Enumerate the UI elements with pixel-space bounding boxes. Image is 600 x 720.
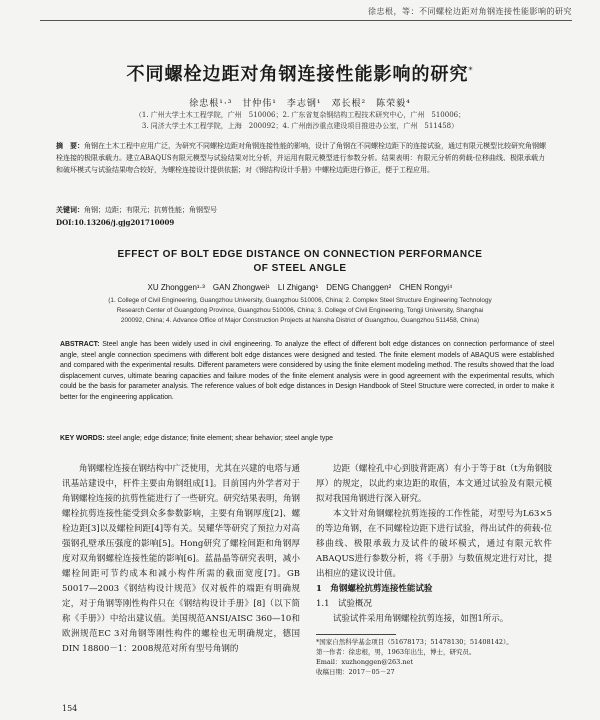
- body-column-left: [62, 462, 300, 657]
- running-header: 徐忠根，等：不同螺栓边距对角钢连接性能影响的研究: [368, 7, 572, 16]
- en-keywords: [60, 435, 554, 442]
- cn-affiliation-line: 3. 同济大学土木工程学院，上海 200092；4. 广州南沙重点建设项目推进办公室，广州 511458）: [141, 122, 459, 130]
- cn-authors: 徐忠根¹·³ 甘仲伟¹ 李志钢¹ 邓长根² 陈荣毅⁴: [189, 99, 411, 109]
- en-affiliation-line: (1. College of Civil Engineering, Guangzhou University, Guangzhou 510006, China; 2. Complex Steel Structure Engineering Technology: [108, 297, 492, 304]
- cn-title-text: 不同螺栓边距对角钢连接性能影响的研究: [126, 64, 469, 85]
- en-authors: XU Zhonggen¹·³ GAN Zhongwei¹ LI Zhigang¹ DENG Changgen² CHEN Rongyi⁴: [147, 283, 453, 292]
- body-paragraph: 本文针对角钢螺栓抗剪连接的工作性能，对型号为L63×5的等边角钢，在不同螺栓边距下进行试验，得出试件的荷载-位移曲线、极限承载力及试件的破坏模式，通过有限元软件ABAQUS进行参数分析，将《手册》与数值规定进行对比，提出相应的建议设计值。: [316, 509, 552, 579]
- footnote-line: *国家自然科学基金项目（51678173；51478130；51408142）。: [316, 638, 513, 646]
- en-abstract-text: Steel angle has been widely used in civil engineering. To analyze the effect of different bolt edge distances on connection performance of steel angle, steel angle connection specimens with different bolt edge distances were designed and tested. The finite element models of ABAQUS were established and compared with the experimental results. Different parameters were considered by using the finite element modeling method. The results showed that the load displacement curves, ultimate bearing capacities and failure modes of the finite element analysis were in good agreement with the experimental results, which could be the basis for parameter analysis. The reference values of bolt edge distances in Design Handbook of Steel Structure were corrected, in order to make it better for the engineering application.: [60, 341, 554, 401]
- cn-abstract-text: 角钢在土木工程中应用广泛，为研究不同螺栓边距对角钢连接性能的影响，设计了角钢在不同螺栓边距下的连接试验，通过有限元模型比较研究角钢螺栓连接的极限承载力。建立ABAQUS有限元模型与试验结果对比分析，并运用有限元模型进行参数分析。结果表明：有限元分析的荷载-位移曲线、极限承载力和破坏模式与试验结果吻合较好，为螺栓连接设计提供依据；对《钢结构设计手册》中螺栓边距进行修正，便于工程应用。: [56, 142, 546, 174]
- en-affiliation-line: 200092, China; 4. Advance Office of Major Construction Projects at Nansha District of Guangzhou, Guangzhou 511458, China): [120, 317, 480, 324]
- cn-keywords-label: 关键词：: [56, 205, 84, 214]
- en-keywords-text: steel angle; edge distance; finite element; shear behavior; steel angle type: [106, 435, 333, 442]
- en-title-line: EFFECT OF BOLT EDGE DISTANCE ON CONNECTION PERFORMANCE: [117, 249, 483, 260]
- body-paragraph: 角钢螺栓连接在钢结构中广泛使用，尤其在兴建的电塔与通讯基站建设中，杆件主要由角钢组成[1]。目前国内外学者对于角钢螺栓连接的抗剪性能进行了一些研究。研究结果表明，角钢螺栓抗剪连接性能受到众多参数影响，主要有角钢厚度[2]、螺栓边距[3]以及螺栓间距[4]等有关。吴耀华等研究了预拉力对高强钢孔壁承压强度的影响[5]。Hong研究了螺栓间距和角钢厚度对双角钢螺栓连接性能的影响[6]。蓝晶晶等研究表明，减小螺栓间距可节约成本和减小构件所需的截面宽度[7]。GB 50017—2003《钢结构设计规范》仅对板件的端距有明确规定，对于角钢等刚性构件只在《钢结构设计手册》[8]（以下简称《手册》）中给出建议值。美国规范ANSI/AISC 360—10和欧洲规范EC 3对角钢等刚性构件的螺栓也无明确规定，德国DIN 18800－1：2008规范对所有型号角钢的: [62, 464, 301, 654]
- en-title: [0, 248, 600, 276]
- cn-abstract: [56, 140, 552, 176]
- section-heading: 1 角钢螺栓抗剪连接性能试验: [316, 584, 433, 594]
- footnote-line: 收稿日期：2017－05－27: [316, 668, 395, 676]
- cn-title: [0, 60, 600, 86]
- page-number: 154: [62, 704, 78, 713]
- doi[interactable]: DOI:10.13206/j.gjg201710009: [56, 218, 175, 227]
- cn-abstract-label: 摘 要：: [56, 141, 84, 150]
- cn-affiliation-line: （1. 广州大学土木工程学院，广州 510006；2. 广东省复杂钢结构工程技术研究中心，广州 510006；: [134, 111, 466, 119]
- subsection-heading: 1.1 试验概况: [316, 599, 373, 609]
- header-rule: [40, 20, 572, 21]
- en-keywords-label: KEY WORDS:: [60, 435, 105, 442]
- body-paragraph: 边距（螺栓孔中心到肢背距离）有小于等于8t（t为角钢肢厚）的规定，以此约束边距的取值，本文通过试验及有限元模拟对我国角钢进行深入研究。: [316, 464, 552, 504]
- cn-affiliations: [80, 110, 520, 132]
- cn-keywords-text: 角钢；边距；有限元；抗剪性能；角钢型号: [84, 206, 217, 214]
- en-abstract: [60, 340, 554, 403]
- footnotes: [316, 637, 552, 677]
- en-abstract-label: ABSTRACT:: [60, 341, 100, 348]
- cn-title-mark: *: [468, 66, 474, 75]
- en-title-line: OF STEEL ANGLE: [253, 263, 347, 274]
- footnote-line: 第一作者：徐忠根，男，1963年出生，博士，研究员。: [316, 648, 476, 656]
- cn-keywords: [56, 205, 552, 215]
- body-column-right: [316, 462, 552, 627]
- en-affiliation-line: Research Center of Guangdong Province, Guangzhou 510006, China; 3. College of Civil Engineering, Tongji University, Shanghai: [116, 307, 484, 314]
- footnote-rule: [316, 634, 396, 635]
- footnote-email[interactable]: Email：xuzhonggen@263.net: [316, 658, 413, 666]
- body-paragraph: 试验试件采用角钢螺栓抗剪连接，如图1所示。: [333, 614, 509, 624]
- en-affiliations: [66, 296, 534, 326]
